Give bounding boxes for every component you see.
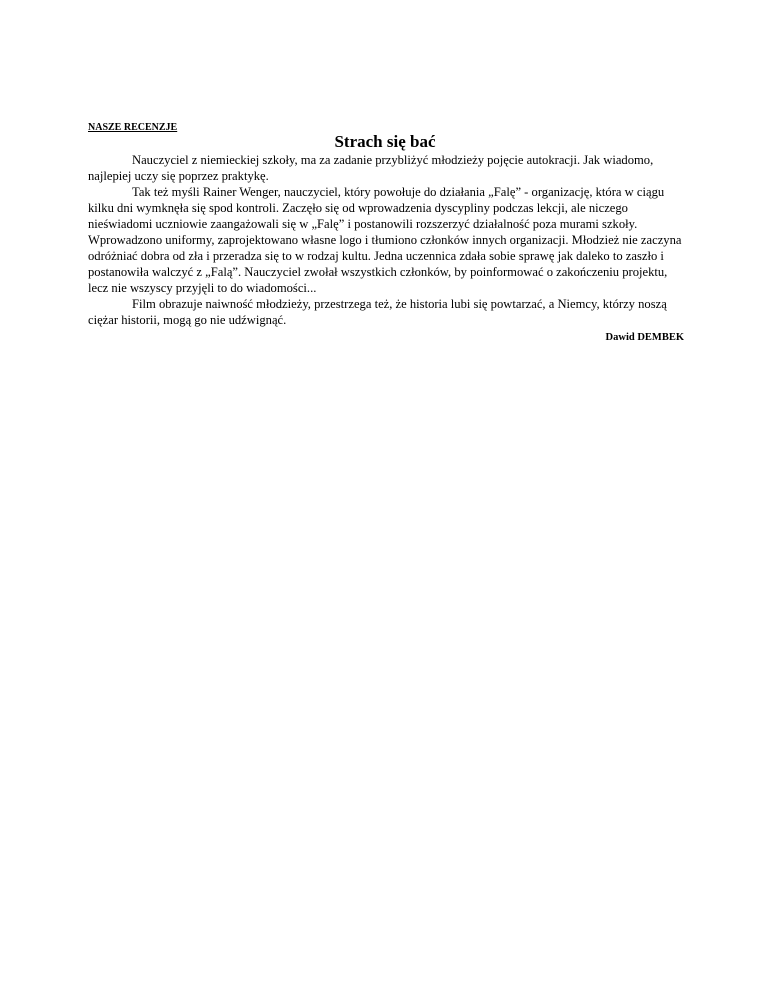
section-label: NASZE RECENZJE bbox=[88, 122, 178, 133]
article-title: Strach się bać bbox=[334, 132, 436, 151]
paragraph-2: Tak też myśli Rainer Wenger, nauczyciel, który powołuje do działania „Falę” - organizację, która w ciągu kilku dni wymknęła się spod kontroli. Zaczęło się od wprowadzenia dyscypliny podczas lekcji, ale niczego nieświadomi uczniowie zaangażowali się w „Falę” i postanowili rozszerzyć działalność poza murami szkoły. Wprowadzono uniformy, zaprojektowano własne logo i tłumiono członków innych organizacji. Młodzież nie zaczyna odróżniać dobra od zła i przeradza się to w rodzaj kultu. Jedna uczennica zdała sobie sprawę jak daleko to zaszło i postanowiła walczyć z „Falą”. Nauczyciel zwołał wszystkich członków, by poinformować o zakończeniu projektu, lecz nie wszyscy przyjęli to do wiadomości... bbox=[88, 185, 682, 295]
review-article bbox=[88, 122, 682, 345]
author-signature: Dawid DEMBEK bbox=[605, 332, 684, 343]
paragraph-3: Film obrazuje naiwność młodzieży, przestrzega też, że historia lubi się powtarzać, a Niemcy, którzy noszą ciężar historii, mogą go nie udźwignąć. bbox=[88, 297, 667, 327]
article-body bbox=[88, 152, 682, 328]
paragraph-1: Nauczyciel z niemieckiej szkoły, ma za zadanie przybliżyć młodzieży pojęcie autokracji. Jak wiadomo, najlepiej uczy się poprzez praktykę. bbox=[88, 153, 654, 183]
